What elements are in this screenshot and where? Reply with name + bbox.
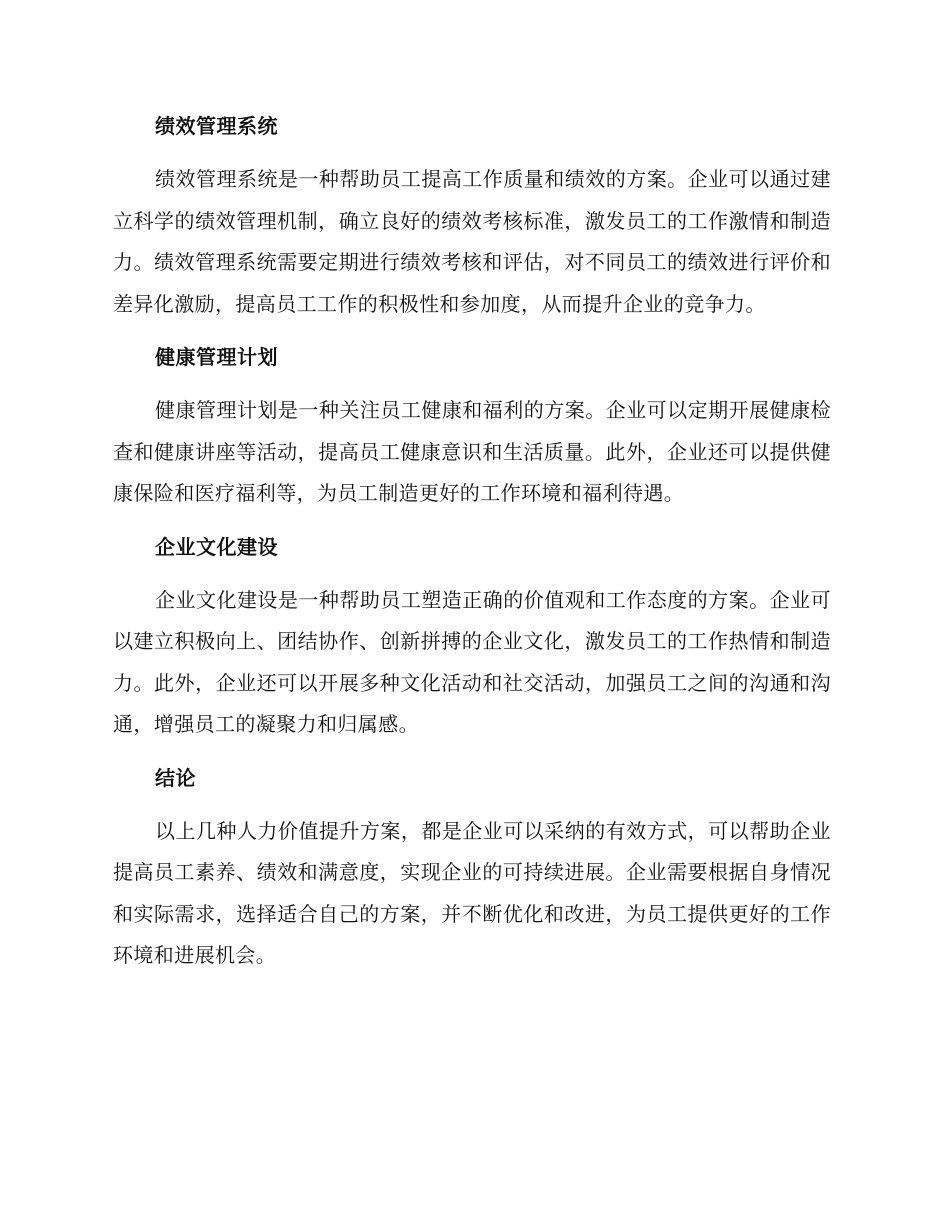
section-heading-conclusion: 结论 xyxy=(155,765,196,790)
section-heading-culture: 企业文化建设 xyxy=(155,534,278,559)
section-heading-performance: 绩效管理系统 xyxy=(155,114,278,138)
section-body-performance: 绩效管理系统是一种帮助员工提高工作质量和绩效的方案。企业可以通过建立科学的绩效管理机制，确立良好的绩效考核标准，激发员工的工作激情和制造力。绩效管理系统需要定期进行绩效考核和评估，对不同员工的绩效进行评价和差异化激励，提高员工工作的积极性和参加度，从而提升企业的竞争力。 xyxy=(113,167,831,316)
section-heading-health: 健康管理计划 xyxy=(155,345,278,369)
section-body-culture: 企业文化建设是一种帮助员工塑造正确的价值观和工作态度的方案。企业可以建立积极向上、团结协作、创新拼搏的企业文化，激发员工的工作热情和制造力。此外，企业还可以开展多种文化活动和社交活动，加强员工之间的沟通和沟通，增强员工的凝聚力和归属感。 xyxy=(113,587,831,736)
section-body-conclusion: 以上几种人力价值提升方案，都是企业可以采纳的有效方式，可以帮助企业提高员工素养、绩效和满意度，实现企业的可持续进展。企业需要根据自身情况和实际需求，选择适合自己的方案，并不断优化和改进，为员工提供更好的工作环境和进展机会。 xyxy=(113,818,831,967)
section-body-health: 健康管理计划是一种关注员工健康和福利的方案。企业可以定期开展健康检查和健康讲座等活动，提高员工健康意识和生活质量。此外，企业还可以提供健康保险和医疗福利等，为员工制造更好的工作环境和福利待遇。 xyxy=(113,398,831,505)
document-content xyxy=(113,104,831,987)
